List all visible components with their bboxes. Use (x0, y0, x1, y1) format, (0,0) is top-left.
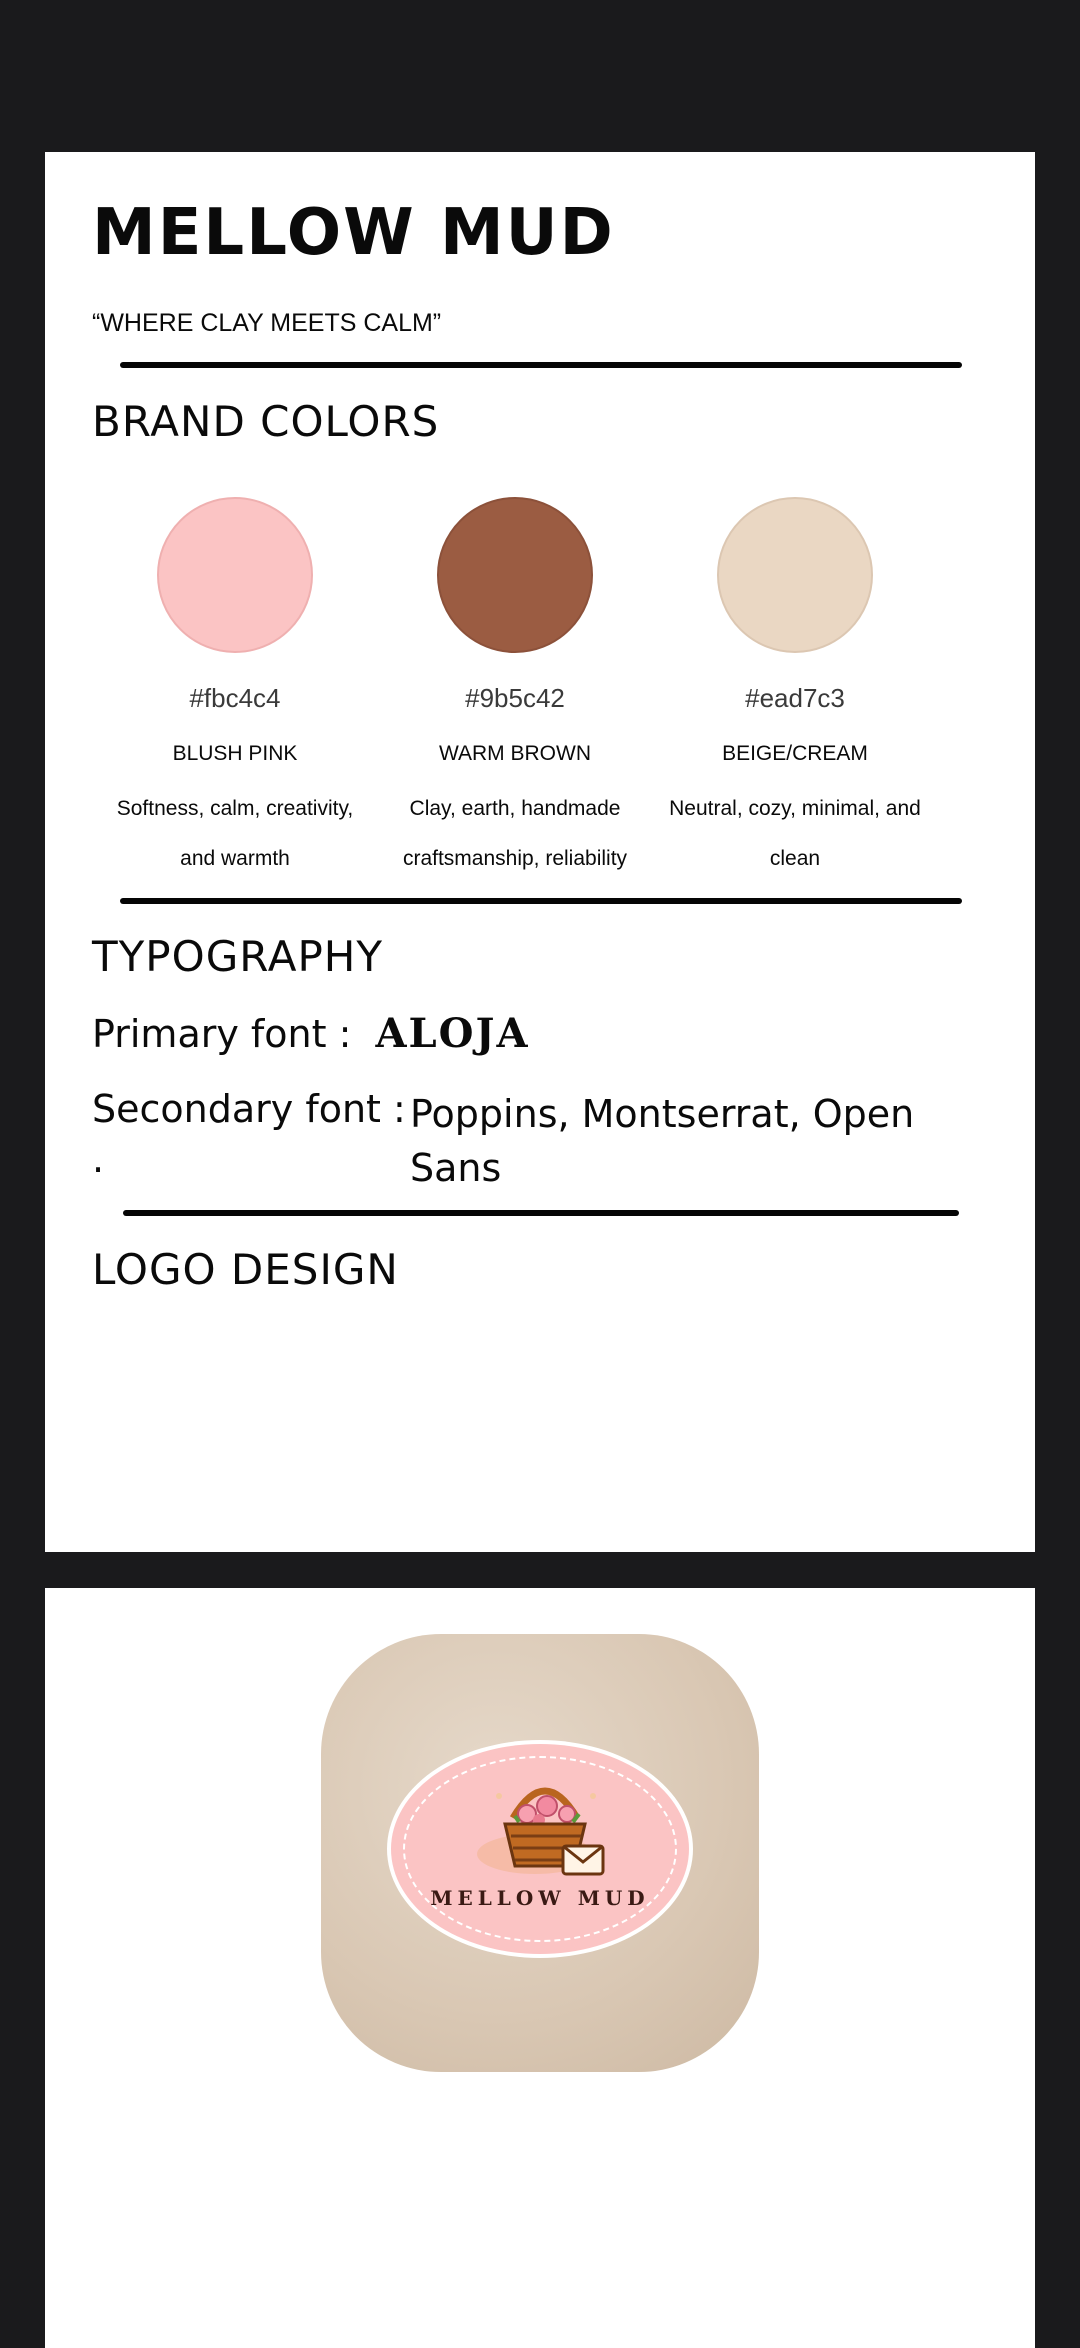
logo-wordmark: MELLOW MUD (430, 1886, 650, 1910)
secondary-font-value: Poppins, Montserrat, Open Sans (410, 1092, 915, 1190)
color-hex: #9b5c42 (465, 683, 565, 713)
color-name: BLUSH PINK (172, 742, 298, 765)
logo-design-heading: LOGO DESIGN (92, 1245, 399, 1294)
color-hex: #fbc4c4 (189, 683, 281, 713)
color-swatch (717, 497, 873, 653)
primary-font-row (92, 1010, 529, 1057)
color-description: Clay, earth, handmade craftsmanship, reliability (402, 797, 628, 870)
color-name: WARM BROWN (438, 742, 592, 765)
color-card-warm-brown (385, 497, 645, 884)
color-hex: #ead7c3 (745, 683, 845, 713)
color-card-blush-pink (105, 497, 365, 884)
primary-font-label: Primary font : (92, 1012, 352, 1056)
brand-tagline: “WHERE CLAY MEETS CALM” (92, 309, 442, 337)
flower-basket-envelope-icon (475, 1766, 615, 1886)
color-card-beige-cream (665, 497, 925, 884)
primary-font-value: ALOJA (375, 1010, 530, 1057)
logo-app-icon (321, 1634, 759, 2072)
color-description: Neutral, cozy, minimal, and clean (669, 797, 921, 870)
color-description: Softness, calm, creativity, and warmth (116, 797, 354, 870)
divider (120, 898, 962, 904)
typography-heading: TYPOGRAPHY (92, 932, 384, 981)
brand-title: MELLOW MUD (92, 196, 615, 270)
brand-guide-page (45, 152, 1035, 1552)
secondary-font-label: Secondary font : (92, 1087, 406, 1131)
color-swatch (157, 497, 313, 653)
logo-badge (391, 1744, 689, 1954)
brand-colors-heading: BRAND COLORS (92, 397, 440, 446)
divider (120, 362, 962, 368)
secondary-font-marker: . (92, 1137, 105, 1181)
color-name: BEIGE/CREAM (722, 742, 868, 765)
logo-page (45, 1588, 1035, 2348)
color-swatch (437, 497, 593, 653)
divider (123, 1210, 959, 1216)
